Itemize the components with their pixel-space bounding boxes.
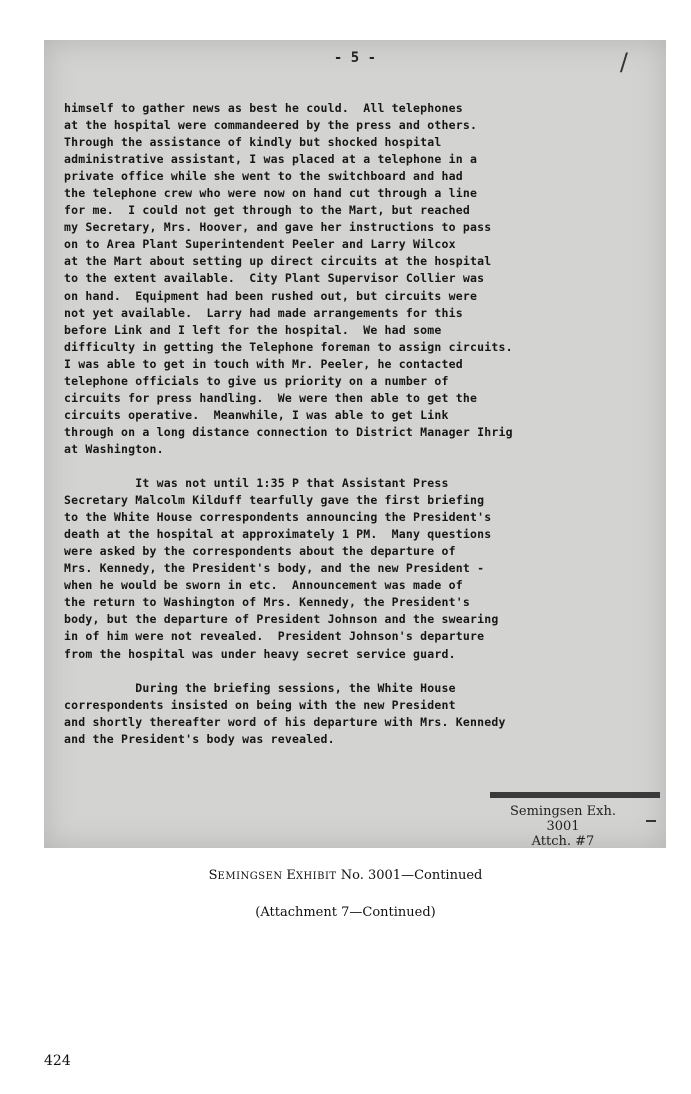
stamp-line-2: 3001 (546, 819, 580, 834)
typed-line: death at the hospital at approximately 1 PM. Many questions (64, 527, 492, 542)
typed-line: private office while she went to the switchboard and had (64, 169, 463, 184)
paragraph-gap (64, 458, 656, 475)
typed-line: and shortly thereafter word of his departure with Mrs. Kennedy (64, 714, 506, 729)
typed-line: were asked by the correspondents about the departure of (64, 544, 456, 559)
typed-line: correspondents insisted on being with the new President (64, 697, 456, 712)
typed-line: at the Mart about setting up direct circuits at the hospital (64, 254, 492, 269)
exhibit-stamp (498, 804, 628, 849)
typed-line: circuits for press handling. We were then able to get the (64, 390, 478, 405)
typed-line: on to Area Plant Superintendent Peeler and Larry Wilcox (64, 237, 456, 252)
typed-line: body, but the departure of President Johnson and the swearing (64, 612, 499, 627)
typed-line: my Secretary, Mrs. Hoover, and gave her instructions to pass (64, 220, 492, 235)
typed-line: before Link and I left for the hospital. We had some (64, 322, 442, 337)
typed-line: During the briefing sessions, the White House (64, 680, 456, 695)
typed-line: to the White House correspondents announcing the President's (64, 510, 492, 525)
typed-line: Through the assistance of kindly but shocked hospital (64, 135, 442, 150)
typed-line: for me. I could not get through to the Mart, but reached (64, 203, 471, 218)
typed-line: not yet available. Larry had made arrangements for this (64, 305, 463, 320)
typed-line: at the hospital were commandeered by the press and others. (64, 118, 478, 133)
typed-line: when he would be sworn in etc. Announcement was made of (64, 578, 463, 593)
typed-line: and the President's body was revealed. (64, 731, 335, 746)
typed-body (64, 100, 656, 748)
slash-mark: / (619, 48, 628, 76)
stamp-line-3: Attch. #7 (531, 834, 595, 849)
typed-line: to the extent available. City Plant Supervisor Collier was (64, 271, 485, 286)
typed-page-number: - 5 - (333, 50, 377, 66)
typed-line: circuits operative. Meanwhile, I was able to get Link (64, 407, 449, 422)
stamp-rule (490, 792, 660, 798)
typed-line: the return to Washington of Mrs. Kennedy, the President's (64, 595, 471, 610)
typed-line: at Washington. (64, 441, 164, 456)
typed-line: Secretary Malcolm Kilduff tearfully gave the first briefing (64, 493, 485, 508)
paragraph-gap (64, 663, 656, 680)
typed-line: administrative assistant, I was placed at a telephone in a (64, 152, 478, 167)
typed-line: Mrs. Kennedy, the President's body, and the new President - (64, 561, 485, 576)
typed-line: It was not until 1:35 P that Assistant Press (64, 476, 449, 491)
typed-line: the telephone crew who were now on hand cut through a line (64, 186, 478, 201)
typed-line: I was able to get in touch with Mr. Peeler, he contacted (64, 356, 463, 371)
typed-line: himself to gather news as best he could. All telephones (64, 101, 463, 115)
attachment-caption: (Attachment 7—Continued) (255, 905, 436, 920)
footer-page-number: 424 (44, 1053, 71, 1069)
typed-line: through on a long distance connection to District Manager Ihrig (64, 424, 513, 439)
typed-line: in of him were not revealed. President Johnson's departure (64, 629, 485, 644)
typed-line: from the hospital was under heavy secret service guard. (64, 646, 456, 661)
typed-document-photo (44, 40, 666, 848)
exhibit-caption: SEMINGSEN EXHIBIT No. 3001—Continued (208, 868, 483, 883)
stamp-line-1: Semingsen Exh. (510, 804, 616, 819)
typed-line: difficulty in getting the Telephone foreman to assign circuits. (64, 339, 513, 354)
stamp-dash (646, 820, 656, 822)
typed-line: on hand. Equipment had been rushed out, but circuits were (64, 288, 478, 303)
typed-line: telephone officials to give us priority on a number of (64, 373, 449, 388)
